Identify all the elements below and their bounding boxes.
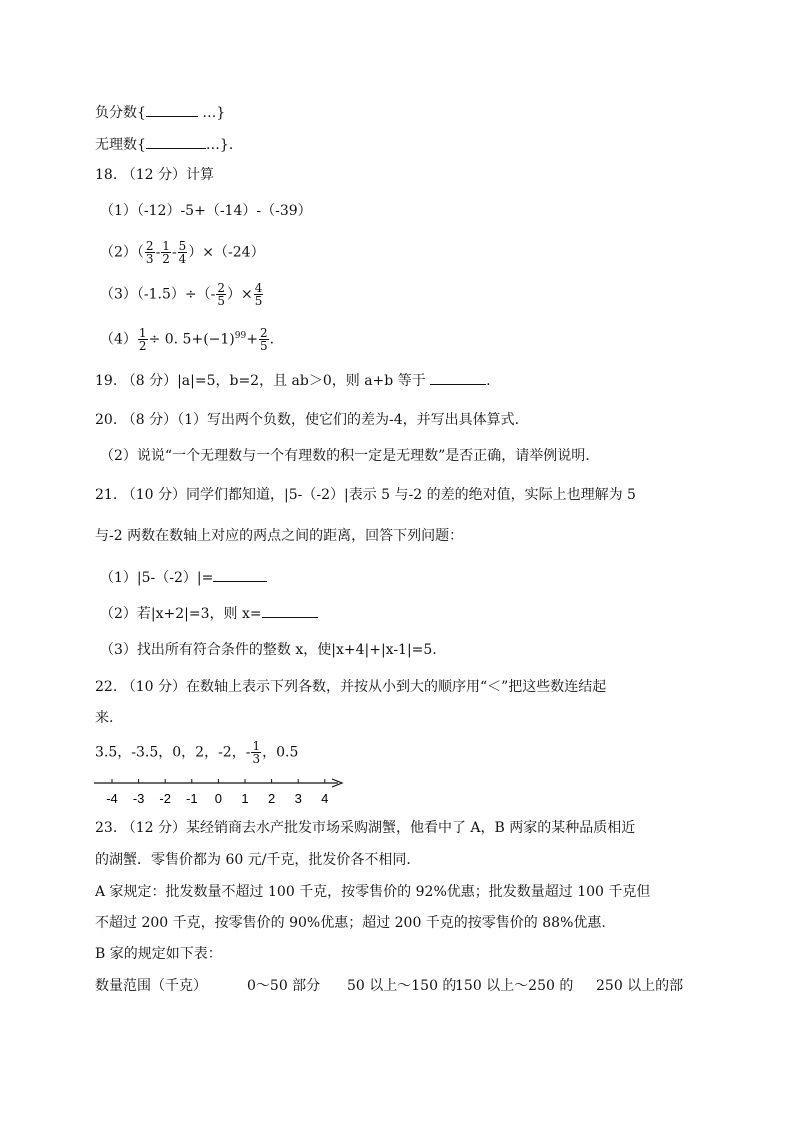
- table-header-cell: 250 以上的部: [596, 978, 684, 994]
- number-line-tick-label: 1: [241, 791, 249, 806]
- question-22-continued: 来.: [95, 710, 114, 726]
- question-19: 19. （8 分）|a|=5，b=2，且 ab＞0，则 a+b 等于 .: [95, 370, 491, 391]
- answer-blank[interactable]: [262, 603, 318, 618]
- q18-part-3: （3）（-1.5）÷（- $\frac{2}{5}$ ）× $\frac{4}{5}$: [100, 281, 263, 308]
- question-21: 21. （10 分）同学们都知道，|5-（-2）|表示 5 与-2 的差的绝对值，实际上也理解为 5: [95, 487, 636, 503]
- question-18-title: 18. （12 分）计算: [95, 167, 214, 183]
- answer-blank[interactable]: [146, 134, 206, 149]
- q21-part-2: （2）若|x+2|=3，则 x=: [100, 603, 318, 624]
- fraction: $\frac{2}{5}$: [217, 281, 226, 308]
- q18-part-2: （2）（ $\frac{2}{3}$ - $\frac{1}{2}$ - $\frac{5}{4}$ ）×（-24）: [100, 239, 265, 266]
- question-23-line-5: B 家的规定如下表：: [95, 946, 222, 962]
- question-23-line-2: 的湖蟹．零售价都为 60 元/千克，批发价各不相同.: [95, 852, 411, 868]
- question-21-continued: 与-2 两数在数轴上对应的两点之间的距离，回答下列问题：: [95, 528, 464, 544]
- answer-blank[interactable]: [430, 370, 486, 385]
- q18-part-1: （1）（-12）-5+（-14）-（-39）: [100, 203, 312, 219]
- question-20: 20. （8 分）（1）写出两个负数，使它们的差为-4，并写出具体算式.: [95, 412, 520, 428]
- number-line-tick-label: -2: [159, 791, 171, 806]
- table-header-cell: 150 以上～250 的: [455, 978, 574, 994]
- q21-part-3: （3）找出所有符合条件的整数 x，使|x+4|+|x-1|=5.: [100, 642, 437, 658]
- q21-part-1: （1）|5-（-2）|=: [100, 567, 267, 588]
- question-23-line-4: 不超过 200 千克，按零售价的 90%优惠；超过 200 千克的按零售价的 88%优惠.: [95, 915, 606, 931]
- fraction: $\frac{5}{4}$: [178, 239, 187, 266]
- number-line-tick-label: -3: [132, 791, 145, 806]
- q22-numbers: 3.5，-3.5，0，2，-2，- $\frac{1}{3}$ ，0.5: [95, 739, 299, 766]
- table-header-row: [95, 976, 683, 996]
- table-header-cell: 50 以上～150 的: [347, 978, 457, 994]
- table-header-cell: 0～50 部分: [247, 978, 321, 994]
- table-header-cell: 数量范围（千克）: [95, 978, 207, 994]
- q18-part-4: （4） $\frac{1}{2}$ ÷ 0. $5+(-1)^{99}+$ $\frac{2}{5}$ .: [100, 326, 275, 354]
- number-line-tick-label: 3: [294, 791, 302, 806]
- question-22: 22. （10 分）在数轴上表示下列各数，并按从小到大的顺序用“＜”把这些数连结起: [95, 679, 607, 695]
- fraction: $\frac{2}{3}$: [145, 239, 154, 266]
- number-line-tick-label: 2: [267, 791, 276, 806]
- fraction: $\frac{2}{5}$: [259, 326, 268, 354]
- q20-part-2: （2）说说“一个无理数与一个有理数的积一定是无理数”是否正确，请举例说明.: [100, 448, 590, 464]
- number-line-tick-label: -4: [106, 791, 118, 806]
- number-line-tick-label: 0: [214, 791, 223, 806]
- fraction: $\frac{4}{5}$: [254, 281, 263, 308]
- answer-blank[interactable]: [146, 102, 198, 117]
- number-line-tick-label: 4: [321, 791, 329, 806]
- question-23: 23. （12 分）某经销商去水产批发市场采购湖蟹，他看中了 A，B 两家的某种品质相近: [95, 820, 636, 836]
- irrational-numbers-line: 无理数{ …}.: [95, 134, 233, 155]
- question-23-line-3: A 家规定：批发数量不超过 100 千克，按零售价的 92%优惠；批发数量超过 100 千克但: [95, 884, 651, 900]
- fraction: $\frac{1}{2}$: [138, 326, 147, 354]
- answer-blank[interactable]: [213, 567, 267, 582]
- number-line: [92, 776, 352, 808]
- negative-fractions-line: 负分数{ …}: [95, 102, 225, 123]
- fraction: $\frac{1}{2}$: [162, 239, 170, 266]
- fraction: $\frac{1}{3}$: [252, 739, 261, 766]
- number-line-tick-label: -1: [186, 791, 198, 806]
